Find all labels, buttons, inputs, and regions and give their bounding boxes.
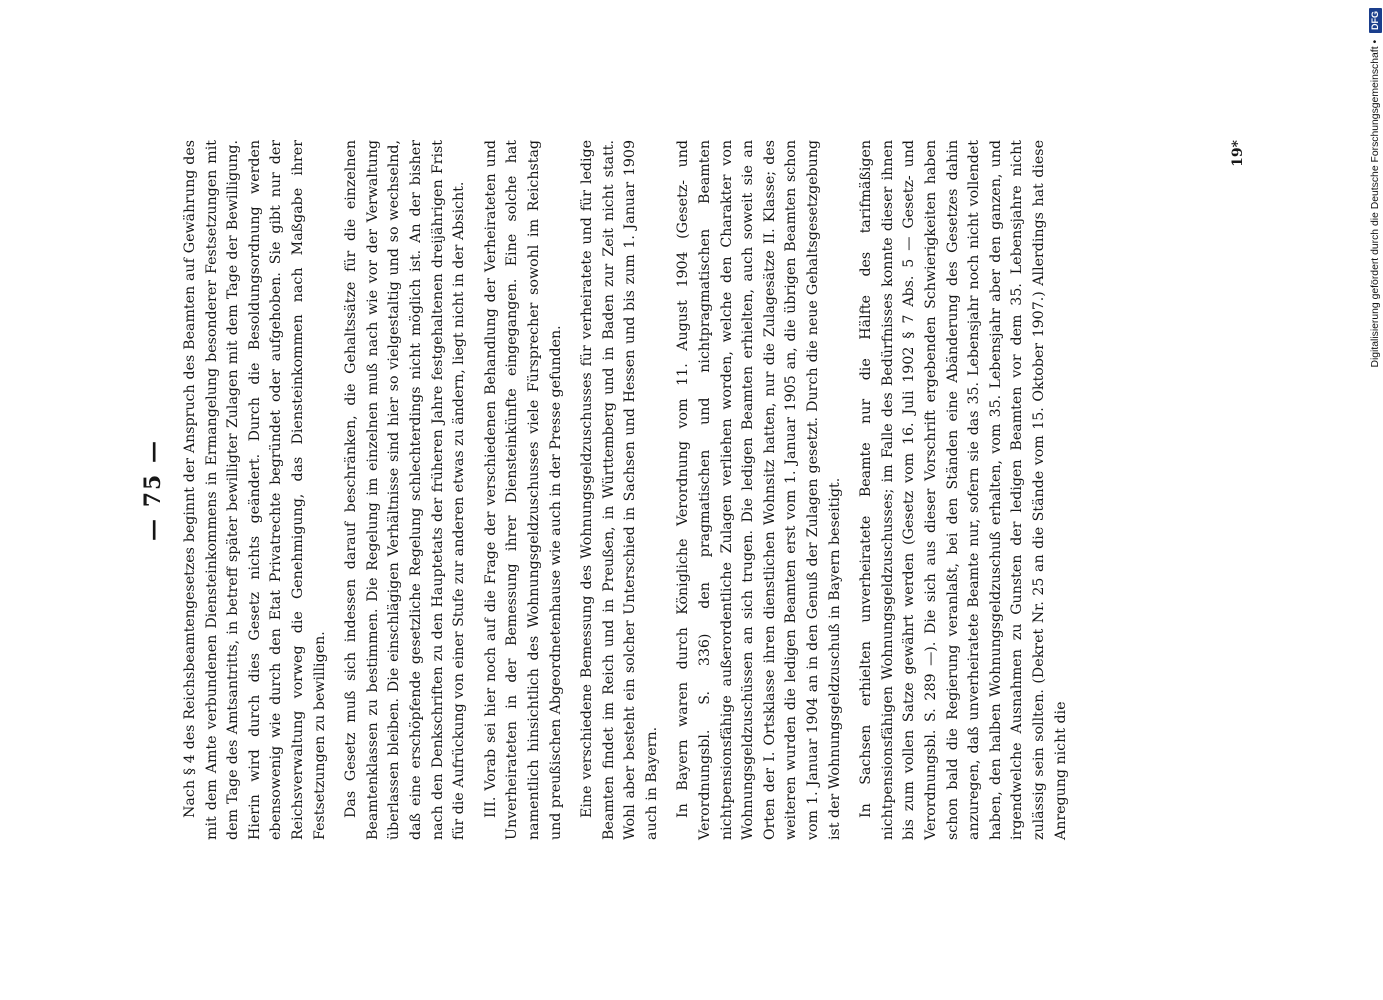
dfg-logo: DFG xyxy=(1369,8,1382,33)
signature-mark: 19* xyxy=(1230,140,1246,167)
digitization-credit xyxy=(1366,8,1383,998)
paragraph-6: In Sachsen erhielten unverheiratete Beamte nur die Hälfte des tarifmäßigen nichtpensionsfähigen Wohnungsgeldzuschusses; im Falle des Bedürfnisses konnte dieser ihnen bis zum vollen Satze gewährt werden (Gesetz vom 16. Juli 1902 § 7 Abs. 5 — Gesetz- und Verordnungsbl. S. 289 —). Die sich aus dieser Vorschrift ergebenden Schwierigkeiten haben schon bald die Regierung veranlaßt, bei den Ständen eine Abänderung des Gesetzes dahin anzuregen, daß unverheiratete Beamte nur, sofern sie das 35. Lebensjahr noch nicht vollendet haben, den halben Wohnungsgeldzuschuß erhalten, vom 35. Lebensjahr aber den ganzen, und irgendwelche Ausnahmen zu Gunsten der ledigen Beamten vor dem 35. Lebensjahre nicht zulässig sein sollten. (Dekret Nr. 25 an die Stände vom 15. Oktober 1907.) Allerdings hat diese Anregung nicht die xyxy=(858,140,1069,840)
paragraph-4: Eine verschiedene Bemessung des Wohnungsgeldzuschusses für verheiratete und für ledige Beamten findet im Reich und in Preußen, in Württemberg und in Baden zur Zeit nicht statt. Wohl aber besteht ein solcher Unterschied in Sachsen und Hessen und bis zum 1. Januar 1909 auch in Bayern. xyxy=(579,140,660,840)
rotated-document-page xyxy=(140,140,1260,840)
paragraph-5: In Bayern waren durch Königliche Verordnung vom 11. August 1904 (Gesetz- und Verordnungsbl. S. 336) den pragmatischen und nichtpragmatischen Beamten nichtpensionsfähige außerordentliche Zulagen verliehen worden, welche den Charakter von Wohnungsgeldzuschüssen an sich trugen. Die ledigen Beamten erhielten, auch soweit sie an Orten der I. Ortsklasse ihren dienstlichen Wohnsitz hatten, nur die Zulagesätze II. Klasse; des weiteren wurden die ledigen Beamten erst vom 1. Januar 1905 an, die übrigen Beamten schon vom 1. Januar 1904 an in den Genuß der Zulagen gesetzt. Durch die neue Gehaltsgesetzgebung ist der Wohnungsgeldzuschuß in Bayern beseitigt. xyxy=(675,140,843,840)
paragraph-2: Das Gesetz muß sich indessen darauf beschränken, die Gehaltssätze für die einzelnen Beamtenklassen zu bestimmen. Die Regelung im einzelnen muß nach wie vor der Verwaltung überlassen bleiben. Die einschlägigen Verhältnisse sind hier so vielgestaltig und so wechselnd, daß eine erschöpfende gesetzliche Regelung schlechterdings nicht möglich ist. An der bisher nach den Denkschriften zu den Hauptetats der früheren Jahre festgehaltenen dreijährigen Frist für die Aufrückung von einer Stufe zur anderen etwas zu ändern, liegt nicht in der Absicht. xyxy=(343,140,468,840)
paragraph-3: III. Vorab sei hier noch auf die Frage der verschiedenen Behandlung der Verheirateten und Unverheirateten in der Bemessung ihrer Diensteinkünfte eingegangen. Eine solche hat namentlich hinsichtlich des Wohnungsgeldzuschusses viele Fürsprecher sowohl im Reichstag und preußischen Abgeordnetenhause wie auch in der Presse gefunden. xyxy=(482,140,564,840)
paragraph-1: Nach § 4 des Reichsbeamtengesetzes beginnt der Anspruch des Beamten auf Gewährung des mit dem Amte verbundenen Diensteinkommens in Ermangelung besonderer Festsetzungen mit dem Tage des Amtsantritts, in betreff später bewilligter Zulagen mit dem Tage der Bewilligung. Hierin wird durch dies Gesetz nichts geändert. Durch die Besoldungsordnung werden ebensowenig wie durch den Etat Privatrechte begründet oder aufgehoben. Sie gibt nur der Reichsverwaltung vorweg die Genehmigung, das Diensteinkommen nach Maßgabe ihrer Festsetzungen zu bewilligen. xyxy=(182,140,328,840)
credit-text: Digitalisierung gefördert durch die Deutsche Forschungsgemeinschaft • xyxy=(1370,39,1381,368)
text-column xyxy=(180,140,1082,840)
page-number: — 75 — xyxy=(140,439,166,541)
